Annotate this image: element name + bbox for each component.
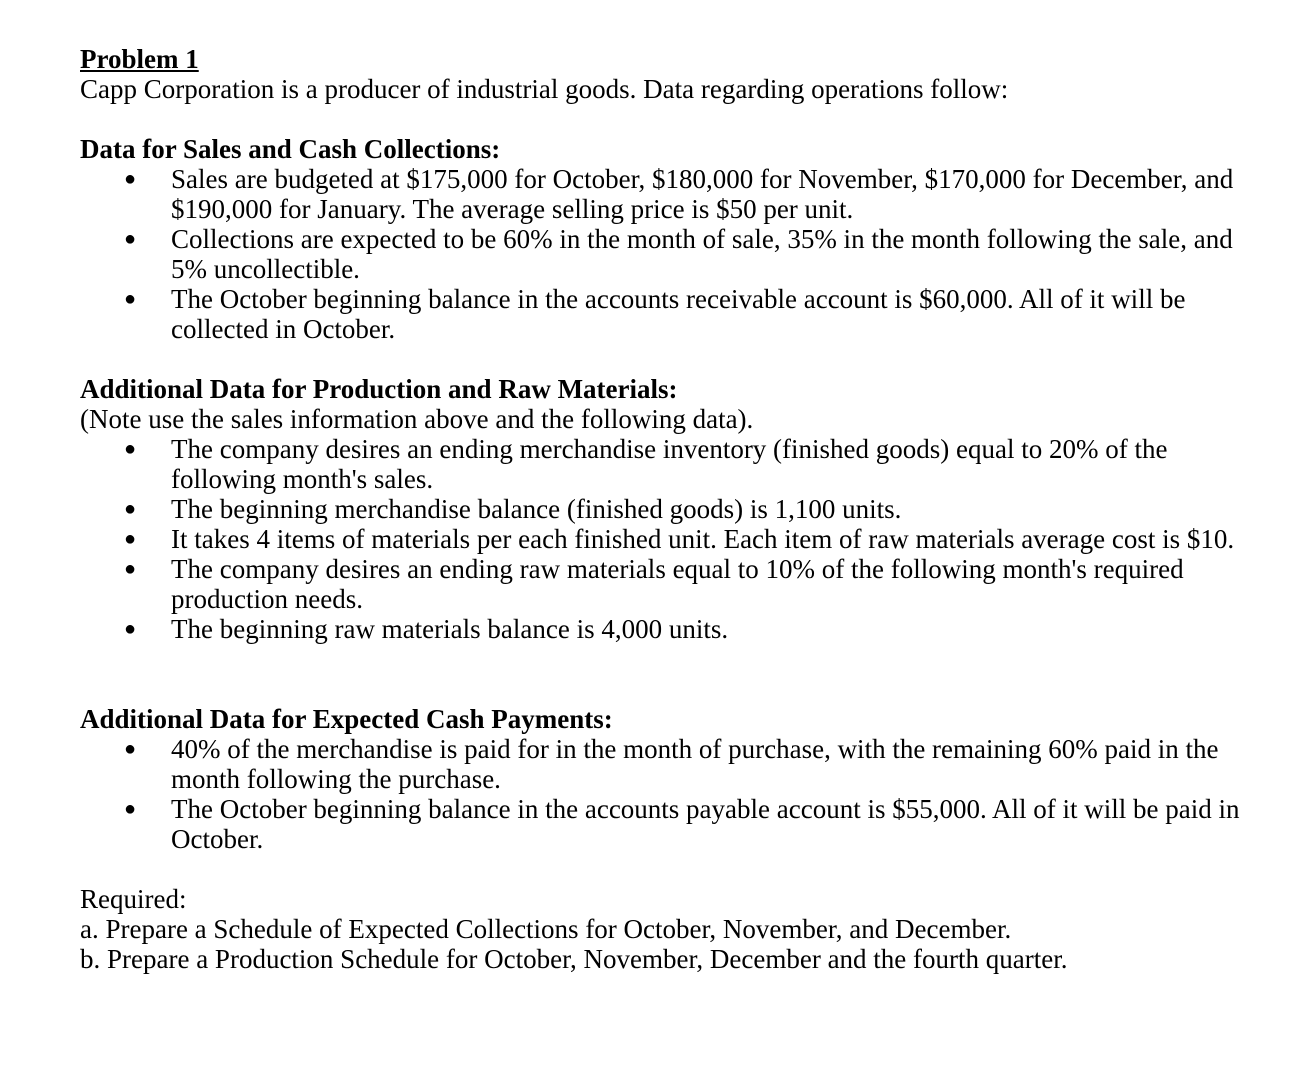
problem-title: Problem 1 — [80, 44, 199, 74]
bullet-icon: ● — [124, 798, 137, 820]
sales-heading: Data for Sales and Cash Collections: — [80, 134, 501, 164]
required-item-b: b. Prepare a Production Schedule for October, November, December and the fourth quarter. — [80, 944, 1068, 974]
list-item: ● The company desires an ending raw materials equal to 10% of the following month's required production needs. — [124, 554, 1184, 614]
bullet-icon: ● — [124, 618, 137, 640]
production-heading: Additional Data for Production and Raw Materials: — [80, 374, 678, 404]
list-item: ● The company desires an ending merchandise inventory (finished goods) equal to 20% of the following month's sales. — [124, 434, 1168, 494]
problem-document — [80, 44, 1270, 974]
list-item: ● 40% of the merchandise is paid for in the month of purchase, with the remaining 60% paid in the month following the purchase. — [124, 734, 1219, 794]
bullet-icon: ● — [124, 438, 137, 460]
bullet-icon: ● — [124, 558, 137, 580]
payments-bullet-list — [80, 734, 1270, 854]
bullet-icon: ● — [124, 528, 137, 550]
payments-heading: Additional Data for Expected Cash Payments: — [80, 704, 613, 734]
bullet-icon: ● — [124, 498, 137, 520]
list-item: ● It takes 4 items of materials per each finished unit. Each item of raw materials average cost is $10. — [124, 524, 1235, 554]
production-note: (Note use the sales information above and the following data). — [80, 404, 754, 434]
production-bullet-list — [80, 434, 1270, 644]
bullet-icon: ● — [124, 738, 137, 760]
bullet-icon: ● — [124, 228, 137, 250]
problem-intro: Capp Corporation is a producer of industrial goods. Data regarding operations follow: — [80, 74, 1009, 104]
list-item: ● Sales are budgeted at $175,000 for October, $180,000 for November, $170,000 for December, and $190,000 for January. The average selling price is $50 per unit. — [124, 164, 1234, 224]
list-item: ● The beginning merchandise balance (finished goods) is 1,100 units. — [124, 494, 902, 524]
required-item-a: a. Prepare a Schedule of Expected Collections for October, November, and December. — [80, 914, 1012, 944]
list-item: ● The beginning raw materials balance is 4,000 units. — [124, 614, 729, 644]
required-label: Required: — [80, 884, 187, 914]
sales-bullet-list — [80, 164, 1270, 344]
bullet-icon: ● — [124, 288, 137, 310]
list-item: ● The October beginning balance in the accounts receivable account is $60,000. All of it will be collected in October. — [124, 284, 1186, 344]
list-item: ● The October beginning balance in the accounts payable account is $55,000. All of it will be paid in October. — [124, 794, 1240, 854]
list-item: ● Collections are expected to be 60% in the month of sale, 35% in the month following the sale, and 5% uncollectible. — [124, 224, 1233, 284]
bullet-icon: ● — [124, 168, 137, 190]
